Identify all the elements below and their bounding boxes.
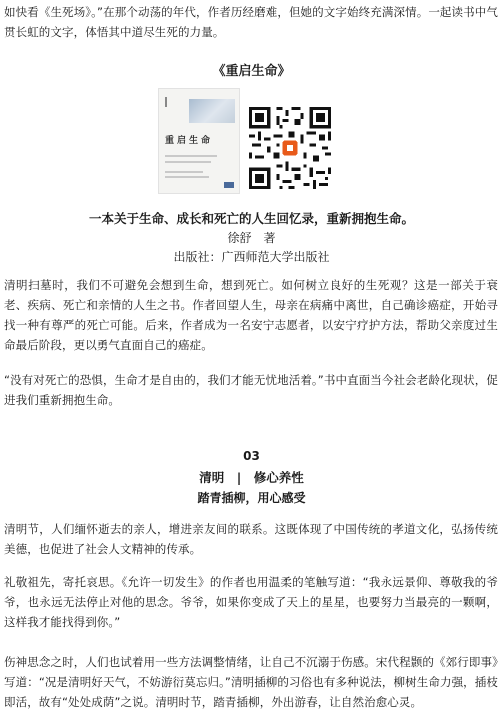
section-subtitle: 踏青插柳，用心感受 bbox=[197, 491, 306, 505]
intro-paragraph: 如快看《生死场》。”在那个动荡的年代，作者历经磨难，但她的文字始终充满深情。一起读书中气贯长虹的文字，体悟其中道尽生死的力量。 bbox=[4, 5, 498, 39]
cover-mark bbox=[165, 97, 167, 107]
section-paragraph-2: 礼敬祖先，寄托哀思。《允许一切发生》的作者也用温柔的笔触写道：“我永远景仰、尊敬我的爷爷，也永远无法停止对他的思念。爷爷，如果你变成了天上的星星，也要努力当最亮的一颗啊，这样我才能找得到你。” bbox=[4, 575, 498, 629]
paragraph-1: 清明扫墓时，我们不可避免会想到生命，想到死亡。如何树立良好的生死观？这是一部关于衰老、疾病、死亡和亲情的人生之书。作者回望人生，母亲在病痛中离世，自己确诊癌症，开始寻找一种有尊严的死亡可能。后来，作者成为一名安宁志愿者，以安宁疗护方法，帮助父亲度过生命最后阶段，更以勇气直面自己的癌症。 bbox=[4, 278, 498, 352]
cover-text-line bbox=[165, 171, 203, 173]
cover-text-line bbox=[165, 155, 217, 157]
section-title: 清明 | 修心养性 bbox=[199, 470, 304, 485]
cover-text-line bbox=[165, 161, 211, 163]
publisher-logo bbox=[224, 182, 234, 188]
cover-photo bbox=[189, 99, 235, 123]
book-title: 《重启生命》 bbox=[212, 64, 291, 79]
book-publisher: 出版社：广西师范大学出版社 bbox=[173, 250, 330, 264]
qr-code[interactable] bbox=[246, 104, 334, 192]
paragraph-2: “没有对死亡的恐惧，生命才是自由的，我们才能无忧地活着。”书中直面当今社会老龄化现状，促进我们重新拥抱生命。 bbox=[4, 373, 498, 407]
cover-title: 重启生命 bbox=[165, 136, 214, 146]
book-author: 徐舒 著 bbox=[227, 231, 276, 245]
section-number: 03 bbox=[243, 449, 260, 463]
section-paragraph-1: 清明节，人们缅怀逝去的亲人，增进亲友间的联系。这既体现了中国传统的孝道文化，弘扬传统美德，也促进了社会人文精神的传承。 bbox=[4, 522, 498, 556]
book-subtitle: 一本关于生命、成长和死亡的人生回忆录，重新拥抱生命。 bbox=[88, 211, 414, 226]
book-cover-image bbox=[158, 88, 240, 194]
section-paragraph-3: 伤神思念之时，人们也试着用一些方法调整情绪，让自己不沉溺于伤感。宋代程颢的《郊行即事》写道：“况是清明好天气，不妨游衍莫忘归。”清明插柳的习俗也有多种说法，柳树生命力强，插枝即活，故有“处处成荫”之说。清明时节，踏青插柳，外出游春，让自然治愈心灵。 bbox=[4, 655, 498, 709]
cover-text-line bbox=[165, 176, 209, 178]
